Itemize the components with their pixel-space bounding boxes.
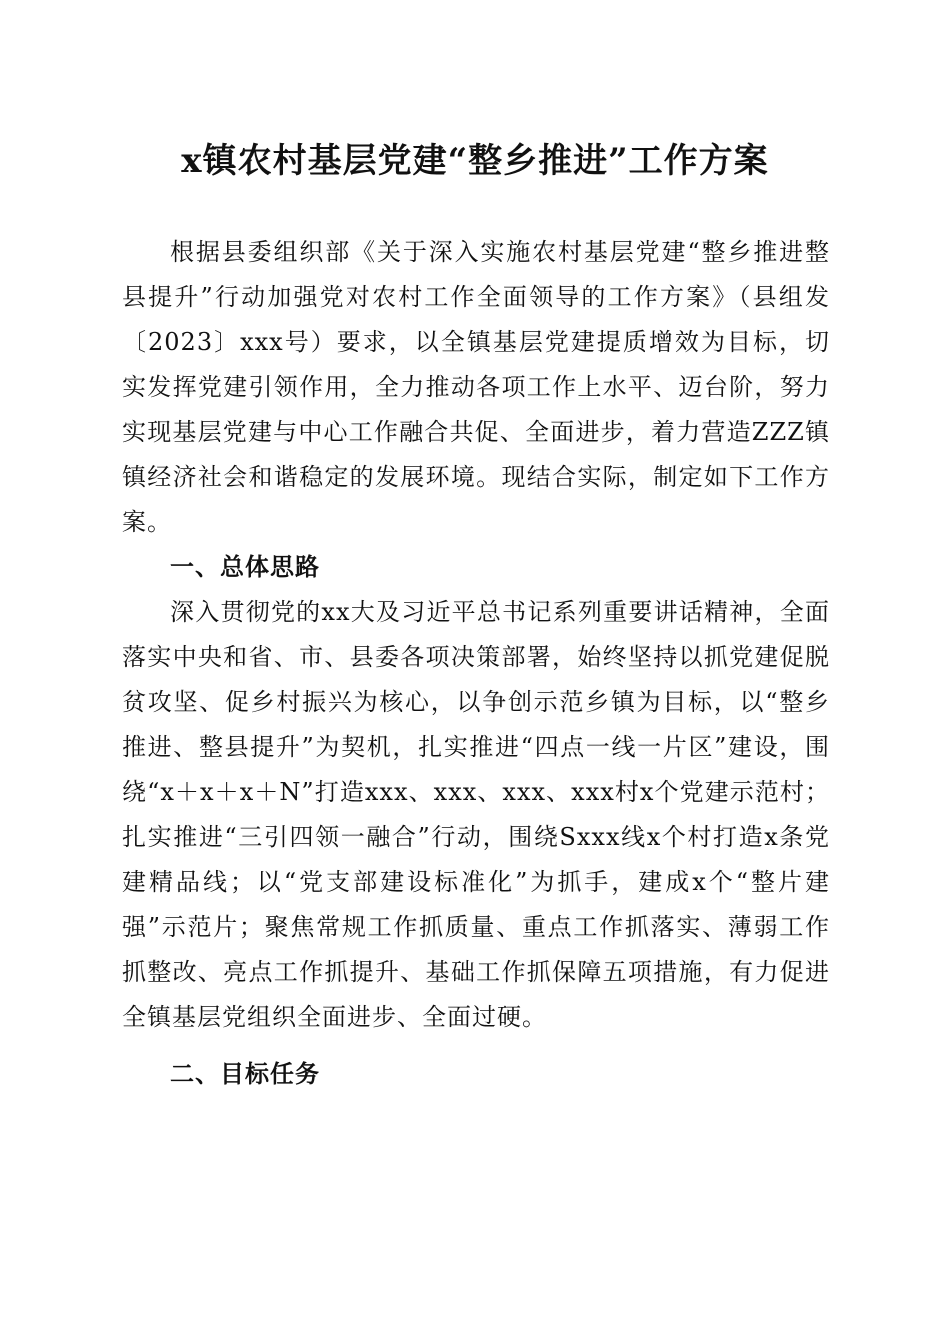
intro-paragraph: 根据县委组织部《关于深入实施农村基层党建“整乡推进整县提升”行动加强党对农村工作全面领导的工作方案》（县组发〔2023〕xxx号）要求，以全镇基层党建提质增效为目标，切实发挥党建引领作用，全力推动各项工作上水平、迈台阶，努力实现基层党建与中心工作融合共促、全面进步，着力营造ZZZ镇镇经济社会和谐稳定的发展环境。现结合实际，制定如下工作方案。	[122, 238, 830, 536]
document-title: x镇农村基层党建“整乡推进”工作方案	[181, 141, 769, 181]
document-body	[122, 230, 830, 1097]
section-heading-overall-approach: 一、总体思路	[170, 553, 320, 581]
section-heading-goals-tasks: 二、目标任务	[170, 1060, 320, 1088]
section-body-overall-approach: 深入贯彻党的xx大及习近平总书记系列重要讲话精神，全面落实中央和省、市、县委各项决策部署，始终坚持以抓党建促脱贫攻坚、促乡村振兴为核心，以争创示范乡镇为目标，以“整乡推进、整县提升”为契机，扎实推进“四点一线一片区”建设，围绕“x＋x＋x＋N”打造xxx、xxx、xxx、xxx村x个党建示范村；扎实推进“三引四领一融合”行动，围绕Sxxx线x个村打造x条党建精品线；以“党支部建设标准化”为抓手，建成x个“整片建强”示范片；聚焦常规工作抓质量、重点工作抓落实、薄弱工作抓整改、亮点工作抓提升、基础工作抓保障五项措施，有力促进全镇基层党组织全面进步、全面过硬。	[122, 598, 830, 1031]
